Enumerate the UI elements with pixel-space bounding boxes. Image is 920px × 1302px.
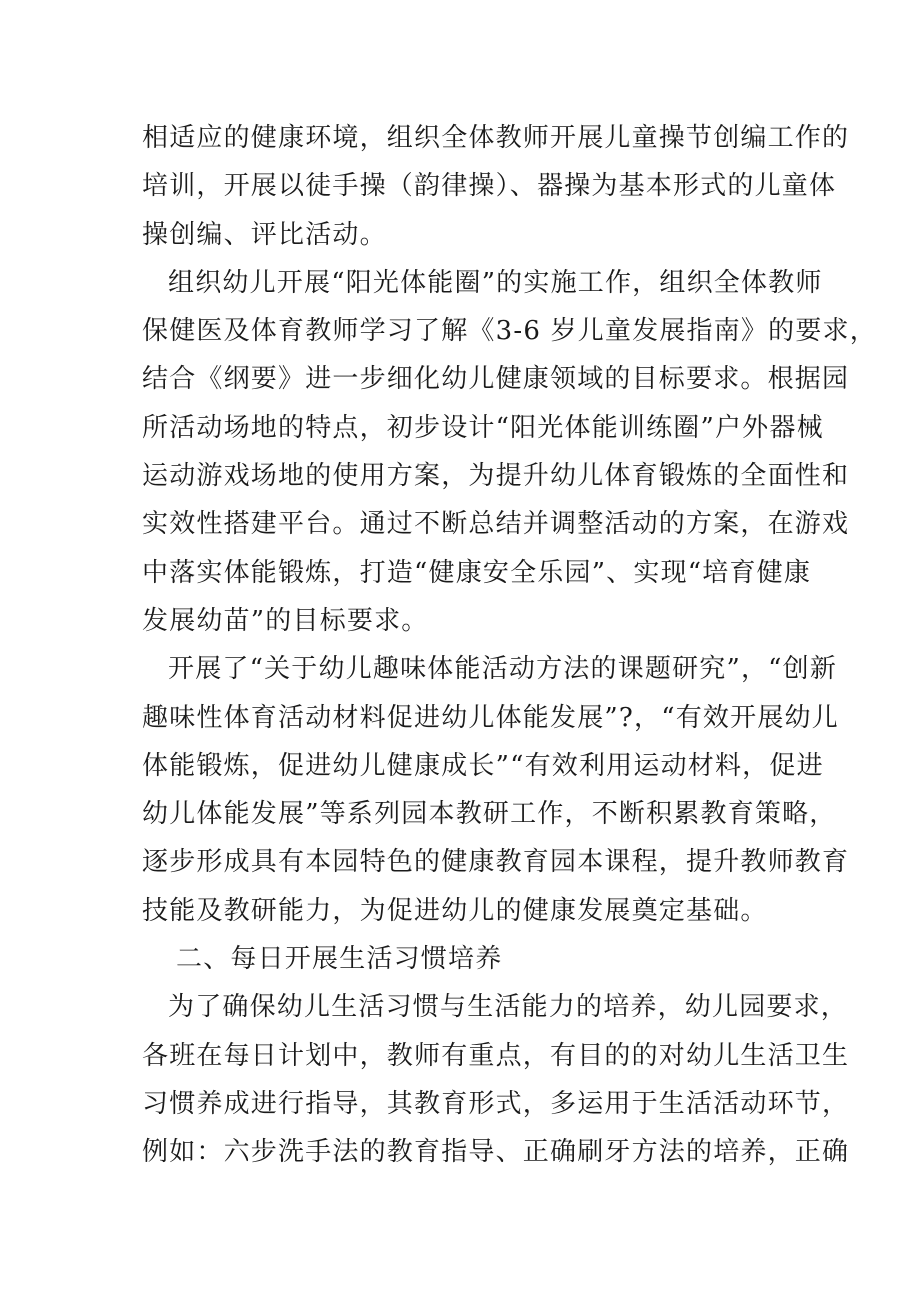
text-line: 中落实体能锻炼，打造“健康安全乐园”、实现“培育健康 <box>142 557 812 588</box>
text-line: 例如：六步洗手法的教育指导、正确刷牙方法的培养，正确 <box>142 1137 850 1168</box>
paragraph-start-line: 组织幼儿开展“阳光体能圈”的实施工作，组织全体教师 <box>168 267 823 298</box>
text-line: 逐步形成具有本园特色的健康教育园本课程，提升教师教育 <box>142 847 850 878</box>
text-line: 趣味性体育活动材料促进幼儿体能发展”?，“有效开展幼儿 <box>142 702 839 733</box>
text-line: 操创编、评比活动。 <box>142 219 387 250</box>
text-line: 体能锻炼，促进幼儿健康成长”“有效利用运动材料，促进 <box>142 750 824 781</box>
text-line: 发展幼苗”的目标要求。 <box>142 605 429 636</box>
paragraph-start-line: 开展了“关于幼儿趣味体能活动方法的课题研究”，“创新 <box>168 654 838 685</box>
text-line: 运动游戏场地的使用方案，为提升幼儿体育锻炼的全面性和 <box>142 461 850 492</box>
text-line: 幼儿体能发展”等系列园本教研工作，不断积累教育策略， <box>142 799 837 830</box>
paragraph-start-line: 为了确保幼儿生活习惯与生活能力的培养，幼儿园要求， <box>168 992 849 1023</box>
text-line: 结合《纲要》进一步细化幼儿健康领域的目标要求。根据园 <box>142 364 850 395</box>
section-heading: 二、每日开展生活习惯培养 <box>176 944 503 975</box>
text-line: 所活动场地的特点，初步设计“阳光体能训练圈”户外器械 <box>142 412 824 443</box>
text-line: 实效性搭建平台。通过不断总结并调整活动的方案，在游戏 <box>142 509 850 540</box>
text-line: 技能及教研能力，为促进幼儿的健康发展奠定基础。 <box>142 895 768 926</box>
text-line: 培训，开展以徒手操（韵律操）、器操为基本形式的儿童体 <box>142 171 837 202</box>
text-line: 相适应的健康环境，组织全体教师开展儿童操节创编工作的 <box>142 123 850 153</box>
text-line: 各班在每日计划中，教师有重点，有目的的对幼儿生活卫生 <box>142 1040 850 1071</box>
document-body <box>142 114 877 1177</box>
text-line: 保健医及体育教师学习了解《3-6 岁儿童发展指南》的要求， <box>142 316 877 347</box>
text-line: 习惯养成进行指导，其教育形式，多运用于生活活动环节， <box>142 1088 850 1119</box>
